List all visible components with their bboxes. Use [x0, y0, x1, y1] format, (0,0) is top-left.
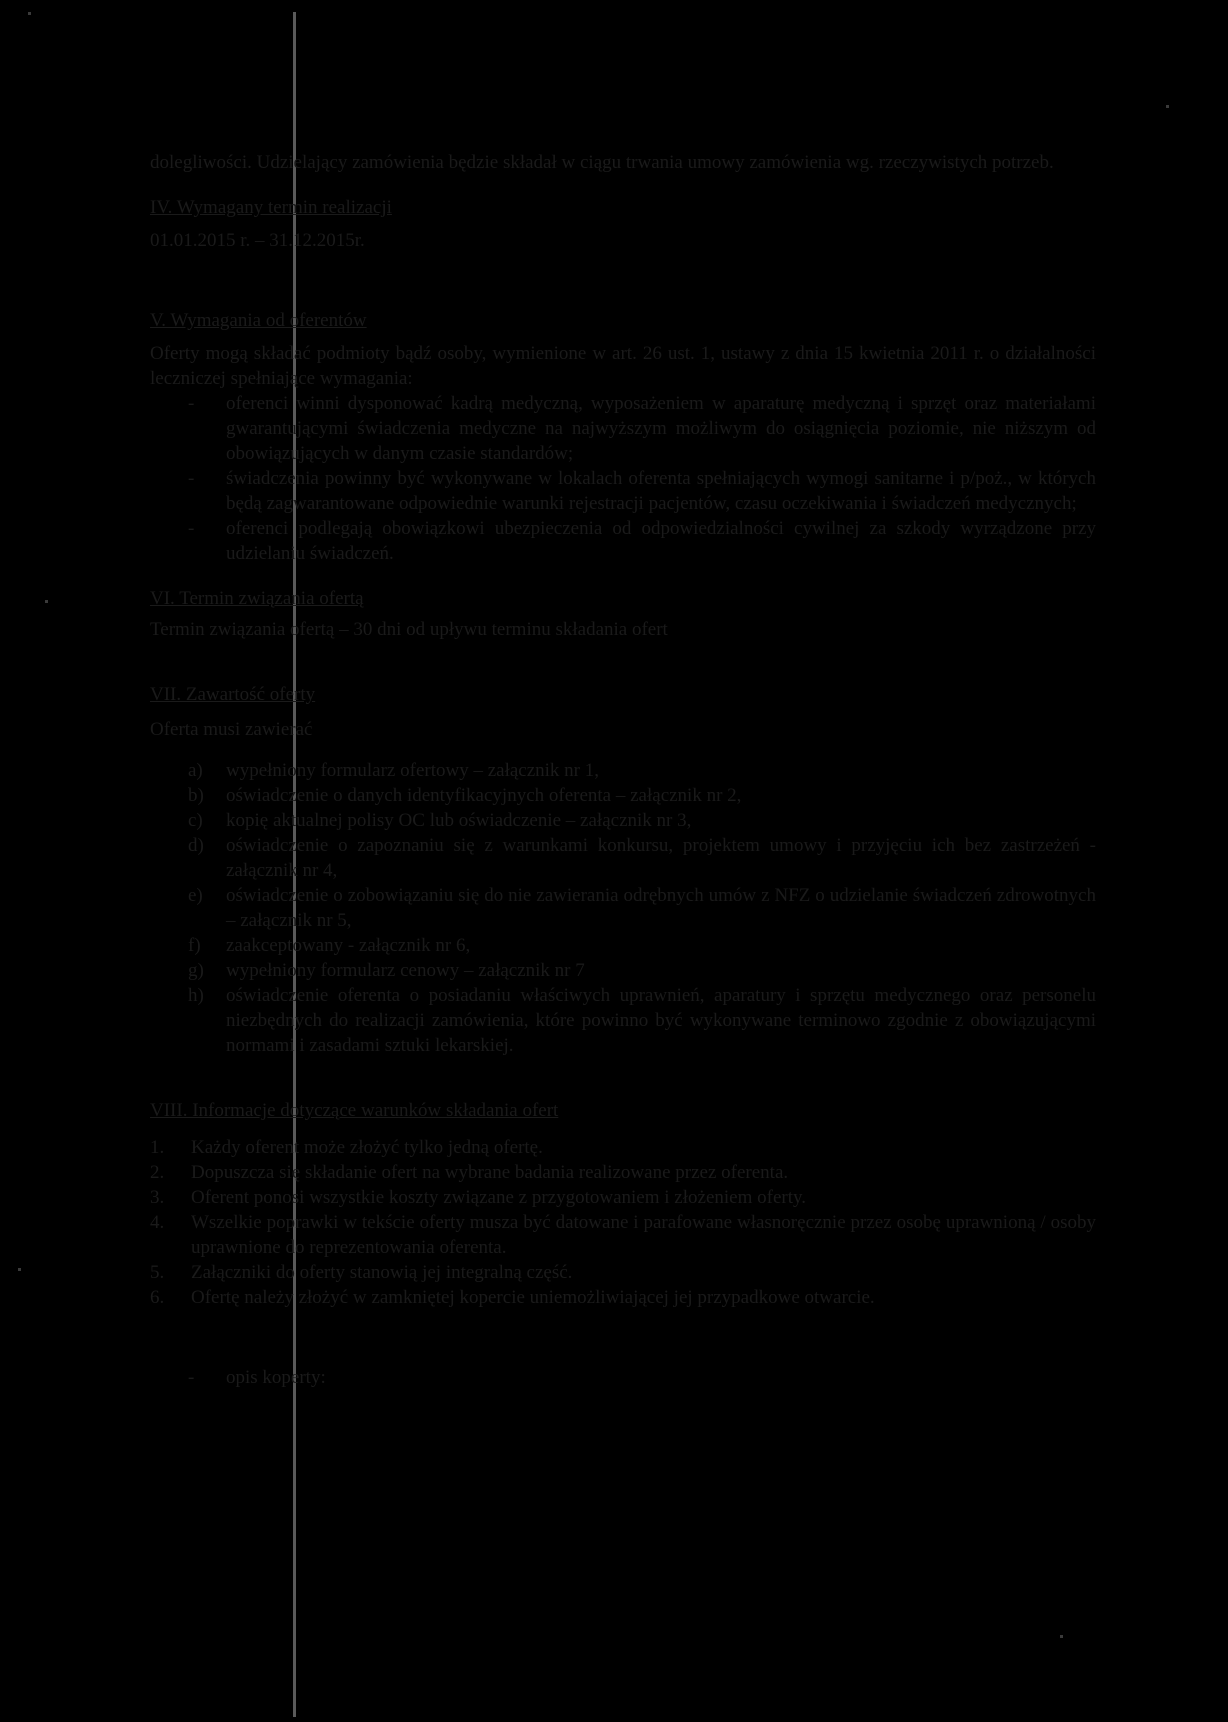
list-item: 5. Załączniki do oferty stanowią jej integralną część. — [150, 1262, 573, 1283]
list-item: b) oświadczenie o danych identyfikacyjnych oferenta – załącznik nr 2, — [188, 785, 742, 806]
section-8-heading: VIII. Informacje dotyczące warunków składania ofert — [150, 1100, 559, 1121]
list-item: - oferenci winni dysponować kadrą medyczną, wyposażeniem w aparaturę medyczną i sprzęt oraz materiałami gwarantującymi świadczenia medyczne na najwyższym możliwym do osiągnięcia poziomie, nie niższym od obowiązujących w danym czasie standardów; — [188, 393, 1096, 464]
section-7-heading: VII. Zawartość oferty — [150, 684, 316, 705]
list-item: c) kopię aktualnej polisy OC lub oświadczenie – załącznik nr 3, — [188, 810, 692, 831]
list-item: 4. Wszelkie poprawki w tekście oferty musza być datowane i parafowane własnoręcznie przez osobę uprawnioną / osoby uprawnione do reprezentowania oferenta. — [150, 1212, 1096, 1258]
requirements-list — [150, 391, 1096, 566]
list-item: - świadczenia powinny być wykonywane w lokalach oferenta spełniających wymogi sanitarne i p/poż., w których będą zagwarantowane odpowiednie warunki rejestracji pacjentów, czasu oczekiwania i świadczeń medycznych; — [188, 468, 1096, 514]
section-7-intro: Oferta musi zawierać — [150, 719, 313, 740]
offer-contents-list — [150, 758, 1096, 1058]
section-6-text: Termin związania ofertą – 30 dni od upływu terminu składania ofert — [150, 619, 668, 640]
envelope-description: - opis koperty: — [188, 1367, 326, 1388]
list-item: 1. Każdy oferent może złożyć tylko jedną ofertę. — [150, 1137, 543, 1158]
list-item: 2. Dopuszcza się składanie ofert na wybrane badania realizowane przez oferenta. — [150, 1162, 789, 1183]
list-item: d) oświadczenie o zapoznaniu się z warunkami konkursu, projektem umowy i przyjęciu ich bez zastrzeżeń - załącznik nr 4, — [188, 835, 1096, 881]
scan-speck — [28, 12, 31, 15]
section-4-heading: IV. Wymagany termin realizacji — [150, 197, 392, 218]
section-6-heading: VI. Termin związania ofertą — [150, 588, 364, 609]
scan-speck — [18, 1268, 21, 1271]
scan-speck — [45, 600, 48, 603]
scan-speck — [1060, 1635, 1063, 1638]
submission-rules-list — [150, 1135, 1096, 1310]
list-item: a) wypełniony formularz ofertowy – załącznik nr 1, — [188, 760, 600, 781]
document-body — [150, 150, 1096, 1390]
scan-speck — [1166, 105, 1169, 108]
section-5-heading: V. Wymagania od oferentów — [150, 310, 367, 331]
list-item: e) oświadczenie o zobowiązaniu się do nie zawierania odrębnych umów z NFZ o udzielanie świadczeń zdrowotnych – załącznik nr 5, — [188, 885, 1096, 931]
list-item: - oferenci podlegają obowiązkowi ubezpieczenia od odpowiedzialności cywilnej za szkody wyrządzone przy udzielaniu świadczeń. — [188, 518, 1096, 564]
envelope-label: opis koperty: — [226, 1367, 326, 1388]
section-5-intro: Oferty mogą składać podmioty bądź osoby, wymienione w art. 26 ust. 1, ustawy z dnia 15 kwietnia 2011 r. o działalności leczniczej spełniające wymagania: — [150, 343, 1096, 389]
list-item: 6. Ofertę należy złożyć w zamkniętej kopercie uniemożliwiającej jej przypadkowe otwarcie. — [150, 1287, 875, 1308]
list-item: g) wypełniony formularz cenowy – załącznik nr 7 — [188, 960, 585, 981]
section-4-text: 01.01.2015 r. – 31.12.2015r. — [150, 230, 365, 251]
list-item: f) zaakceptowany - załącznik nr 6, — [188, 935, 471, 956]
list-item: 3. Oferent ponosi wszystkie koszty związane z przygotowaniem i złożeniem oferty. — [150, 1187, 806, 1208]
list-item: h) oświadczenie oferenta o posiadaniu właściwych uprawnień, aparatury i sprzętu medycznego oraz personelu niezbędnych do realizacji zamówienia, które powinno być wykonywane terminowo zgodnie z obowiązującymi normami i zasadami sztuki lekarskiej. — [188, 985, 1096, 1056]
intro-paragraph: dolegliwości. Udzielający zamówienia będzie składał w ciągu trwania umowy zamówienia wg. rzeczywistych potrzeb. — [150, 152, 1054, 173]
